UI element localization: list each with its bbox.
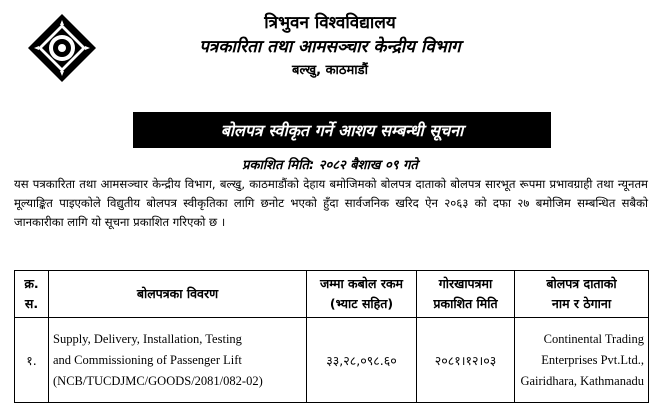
bidder-line3: Gairidhara, Kathmanadu [520,373,644,388]
header-bidder [515,271,649,318]
notice-body: यस पत्रकारिता तथा आमसञ्चार केन्द्रीय विभाग, बल्खु, काठमाडौंको देहाय बमोजिमको बोलपत्र दाताको बोलपत्र सारभूत रूपमा प्रभावग्राही तथा न्यूनतम मूल्याङ्कित पाइएकोले विद्युतीय बोलपत्र स्वीकृतिका लागि छनोट भएको हुँदा सार्वजनिक खरिद ऐन २०६३ को दफा २७ बमोजिम सम्बन्धित सबैको जानकारीका लागि यो सूचना प्रकाशित गरिएको छ । [14,177,648,229]
header-date-line1: गोरखापत्रमा [438,276,493,291]
header-date-line2: प्रकाशित मिति [433,296,498,311]
description-line1: Supply, Delivery, Installation, Testing [53,331,242,346]
description-line3: (NCB/TUCDJMC/GOODS/2081/082-02) [53,373,263,388]
department-name: पत्रकारिता तथा आमसञ्चार केन्द्रीय विभाग [199,37,461,57]
bid-table [14,270,649,403]
header-sn [15,271,49,318]
header-bidder-line2: नाम र ठेगाना [551,296,612,311]
cell-published-date: २०८१।१२।०३ [417,318,515,403]
header-description: बोलपत्रका विवरण [49,271,307,318]
header-published [417,271,515,318]
header-sn-line1: क्र. [24,276,39,291]
department-address: बल्खु, काठमाडौं [292,63,368,78]
notice-title: बोलपत्र स्वीकृत गर्ने आशय सम्बन्धी सूचना [133,112,551,148]
header-sn-line2: स. [24,296,39,311]
header-amount-line2: (भ्याट सहित) [329,296,394,311]
cell-bidder [515,318,649,403]
university-name: त्रिभुवन विश्वविद्यालय [264,13,396,33]
table-header-row [15,271,649,318]
cell-amount: ३३,२८,०९८.६० [307,318,417,403]
published-date: प्रकाशित मिति: २०८२ बैशाख ०९ गते [242,158,418,173]
header-amount-line1: जम्मा कबोल रकम [319,276,404,291]
table-row [15,318,649,403]
bidder-line1: Continental Trading [543,331,644,346]
cell-description [49,318,307,403]
description-line2: and Commissioning of Passenger Lift [53,352,242,367]
header-amount [307,271,417,318]
cell-sn: १. [15,318,49,403]
header-bidder-line1: बोलपत्र दाताको [546,276,617,291]
bidder-line2: Enterprises Pvt.Ltd., [541,352,644,367]
